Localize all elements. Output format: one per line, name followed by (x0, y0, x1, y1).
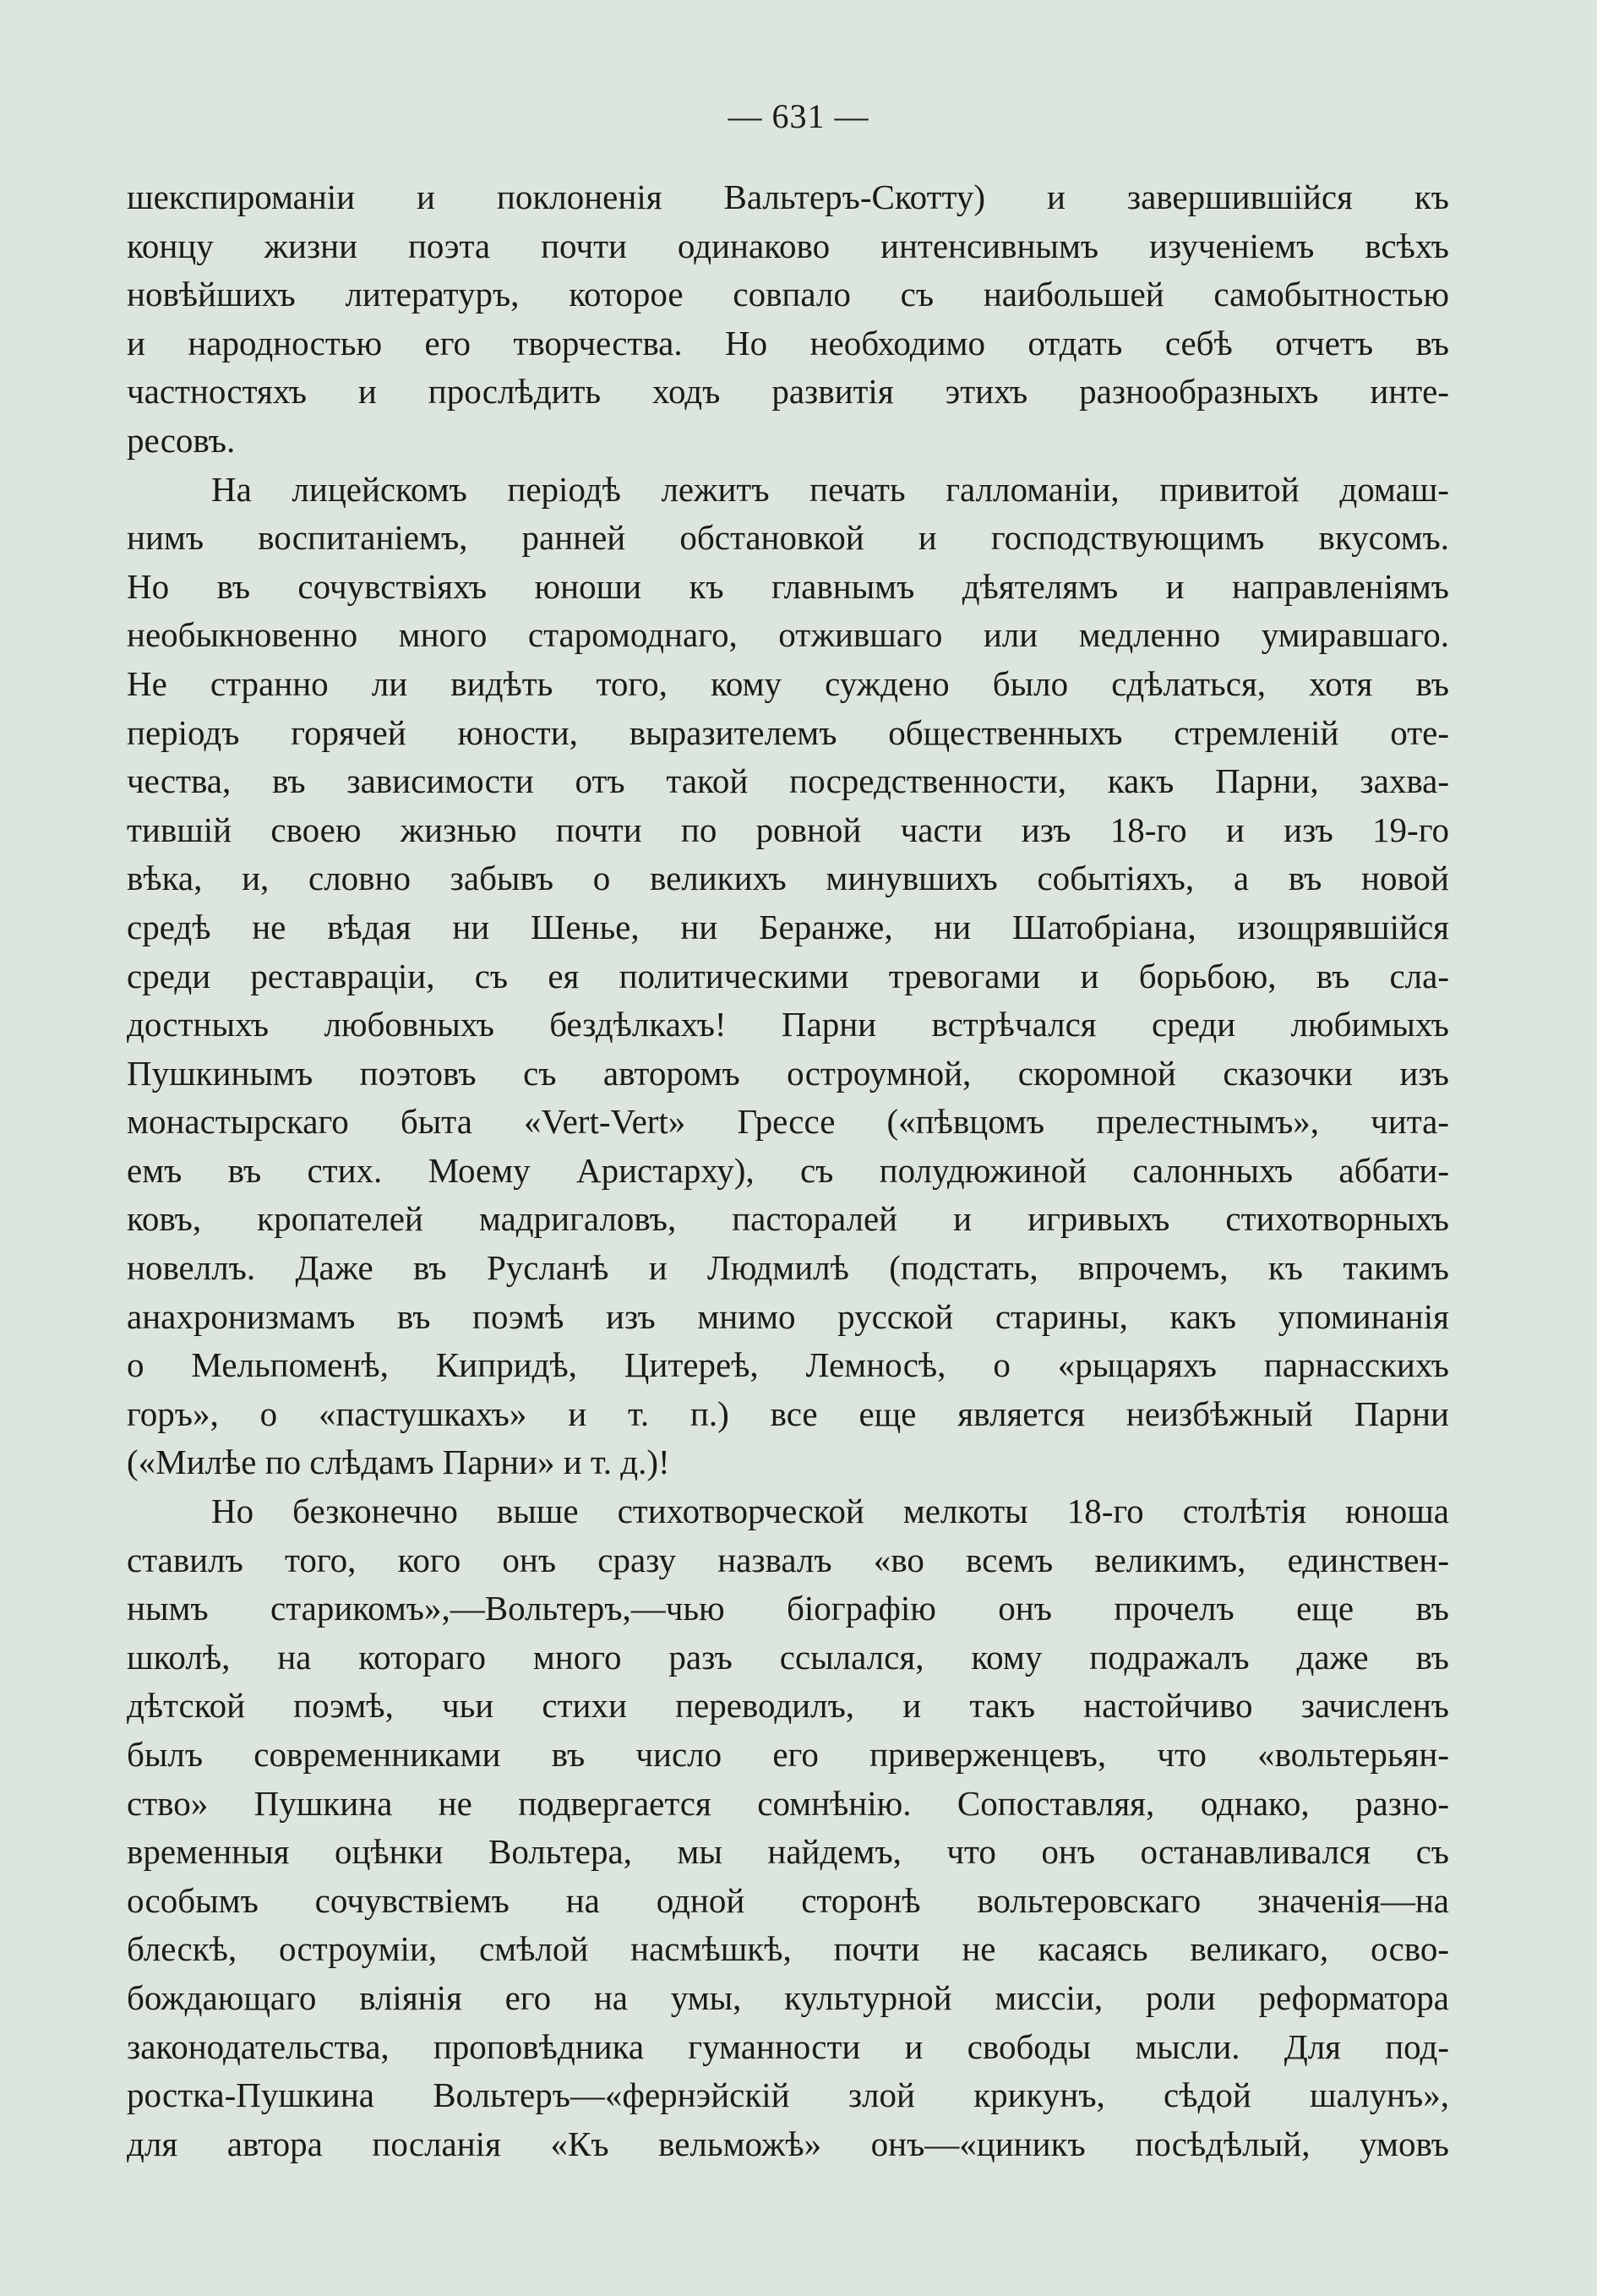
text-line: бождающаго вліянія его на умы, культурной миссіи, роли реформатора (127, 1977, 1449, 2017)
text-line: былъ современниками въ число его приверженцевъ, что «вольтерьян- (127, 1735, 1449, 1774)
page-number: — 631 — (728, 97, 869, 135)
paragraph-1 (127, 173, 1449, 466)
text-line: монастырскаго быта «Vert-Vert» Грессе («пѣвцомъ прелестнымъ», чита- (127, 1102, 1449, 1142)
text-line: о Мельпоменѣ, Кипридѣ, Цитереѣ, Лемносѣ, о «рыцаряхъ парнасскихъ (127, 1345, 1449, 1385)
text-line: особымъ сочувствіемъ на одной сторонѣ вольтеровскаго значенія—на (127, 1880, 1449, 1920)
text-line: новѣйшихъ литературъ, которое совпало съ наибольшей самобытностью (127, 275, 1449, 314)
text-line: для автора посланія «Къ вельможѣ» онъ—«циникъ посѣдѣлый, умовъ (127, 2124, 1449, 2163)
text-line: школѣ, на котораго много разъ ссылался, кому подражалъ даже въ (127, 1637, 1449, 1677)
text-line: достныхъ любовныхъ бездѣлкахъ! Парни встрѣчался среди любимыхъ (127, 1005, 1449, 1044)
text-line: анахронизмамъ въ поэмѣ изъ мнимо русской старины, какъ упоминанія (127, 1296, 1449, 1336)
text-line: ковъ, кропателей мадригаловъ, пасторалей и игривыхъ стихотворныхъ (127, 1199, 1449, 1239)
text-line: періодъ горячей юности, выразителемъ общественныхъ стремленій оте- (127, 712, 1449, 752)
text-line: ресовъ. (127, 420, 236, 460)
text-line: частностяхъ и прослѣдить ходъ развитія этихъ разнообразныхъ инте- (127, 372, 1449, 412)
text-line: чества, въ зависимости отъ такой посредственности, какъ Парни, захва- (127, 761, 1449, 801)
text-line: Не странно ли видѣть того, кому суждено было сдѣлаться, хотя въ (127, 663, 1449, 703)
text-line: вѣка, и, словно забывъ о великихъ минувшихъ событіяхъ, а въ новой (127, 859, 1449, 898)
text-line: временныя оцѣнки Вольтера, мы найдемъ, что онъ останавливался съ (127, 1832, 1449, 1872)
text-line: ставилъ того, кого онъ сразу назвалъ «во всемъ великимъ, единствен- (127, 1540, 1449, 1579)
text-line: нымъ старикомъ»,—Вольтеръ,—чью біографію онъ прочелъ еще въ (127, 1589, 1449, 1628)
body-text (127, 173, 1449, 2168)
text-line: нимъ воспитаніемъ, ранней обстановкой и господствующимъ вкусомъ. (127, 518, 1449, 558)
text-line: Но безконечно выше стихотворческой мелкоты 18-го столѣтія юноша (211, 1492, 1449, 1531)
text-line: шекспироманіи и поклоненія Вальтеръ-Скотту) и завершившійся къ (127, 177, 1449, 216)
text-line: законодательства, проповѣдника гуманности и свободы мысли. Для под- (127, 2026, 1449, 2066)
paragraph-3 (127, 1487, 1449, 2168)
text-line: емъ въ стих. Моему Аристарху), съ полудюжиной салонныхъ аббати- (127, 1150, 1449, 1190)
text-line: новеллъ. Даже въ Русланѣ и Людмилѣ (подстать, впрочемъ, къ такимъ (127, 1248, 1449, 1288)
text-line: Пушкинымъ поэтовъ съ авторомъ остроумной, скоромной сказочки изъ (127, 1053, 1449, 1093)
text-line: необыкновенно много старомоднаго, отжившаго или медленно умиравшаго. (127, 615, 1449, 655)
text-line: дѣтской поэмѣ, чьи стихи переводилъ, и такъ настойчиво зачисленъ (127, 1686, 1449, 1726)
text-line: ство» Пушкина не подвергается сомнѣнію. Сопоставляя, однако, разно- (127, 1783, 1449, 1823)
text-line: Но въ сочувствіяхъ юноши къ главнымъ дѣятелямъ и направленіямъ (127, 566, 1449, 606)
text-line: блескѣ, остроуміи, смѣлой насмѣшкѣ, почти не касаясь великаго, осво- (127, 1929, 1449, 1969)
text-line: На лицейскомъ періодѣ лежитъ печать галломаніи, привитой домаш- (211, 469, 1449, 509)
text-line: концу жизни поэта почти одинаково интенсивнымъ изученіемъ всѣхъ (127, 226, 1449, 265)
text-line: и народностью его творчества. Но необходимо отдать себѣ отчетъ въ (127, 323, 1449, 363)
text-line: тившій своею жизнью почти по ровной части изъ 18-го и изъ 19-го (127, 810, 1449, 849)
text-line: средѣ не вѣдая ни Шенье, ни Беранже, ни Шатобріана, изощрявшійся (127, 907, 1449, 946)
text-line: горъ», о «пастушкахъ» и т. п.) все еще является неизбѣжный Парни (127, 1393, 1449, 1433)
text-line: ростка-Пушкина Вольтеръ—«фернэйскій злой крикунъ, сѣдой шалунъ», (127, 2075, 1449, 2115)
text-line: («Милѣе по слѣдамъ Парни» и т. д.)! (127, 1442, 670, 1482)
paragraph-2 (127, 466, 1449, 1487)
text-line: среди реставраціи, съ ея политическими тревогами и борьбою, въ сла- (127, 956, 1449, 995)
